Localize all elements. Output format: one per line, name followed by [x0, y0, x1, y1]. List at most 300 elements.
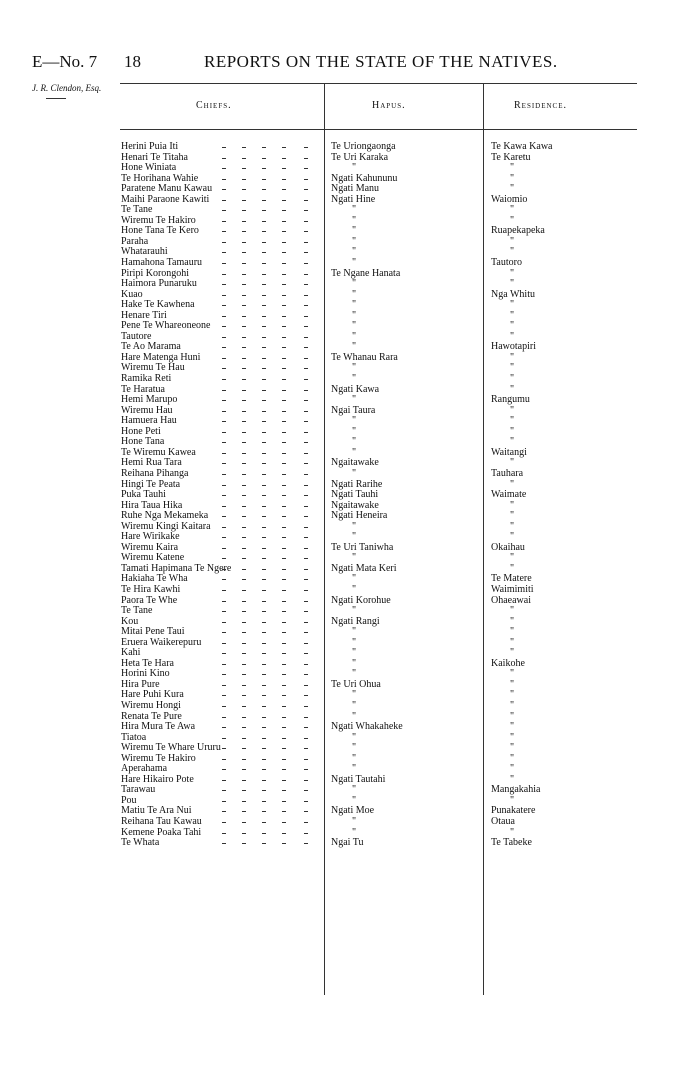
leader-dashes: [200, 416, 320, 427]
leader-dashes: [200, 279, 320, 290]
leader-dash: [282, 790, 286, 791]
chief-name: Hira Taua Hika: [121, 499, 183, 511]
leader-dash: [222, 379, 226, 380]
table-row: [0, 838, 700, 849]
leader-dash: [242, 601, 246, 602]
leader-dash: [282, 305, 286, 306]
leader-dashes: [200, 406, 320, 417]
leader-dash: [222, 717, 226, 718]
leader-dashes: [200, 269, 320, 280]
hapu-name: ": [352, 816, 357, 827]
residence-name: ": [510, 425, 515, 437]
leader-dash: [222, 358, 226, 359]
leader-dash: [282, 263, 286, 264]
leader-dashes: [200, 205, 320, 216]
chief-name: Hone Winiata: [121, 162, 177, 174]
leader-dashes: [200, 680, 320, 691]
leader-dash: [282, 506, 286, 507]
chief-name: Wiremu Te Hakiro: [121, 752, 196, 764]
chief-name: Whatarauhi: [121, 246, 168, 258]
leader-dashes: [200, 332, 320, 343]
chief-name: Herini Puia Iti: [121, 141, 179, 152]
leader-dash: [304, 147, 308, 148]
residence-name: Waimimiti: [491, 583, 534, 595]
chief-name: Te Wiremu Kawea: [121, 446, 196, 458]
leader-dash: [282, 590, 286, 591]
leader-dash: [282, 189, 286, 190]
leader-dash: [282, 442, 286, 443]
leader-dash: [282, 242, 286, 243]
hapu-name: ": [352, 330, 357, 342]
residence-name: Te Karetu: [491, 151, 531, 163]
leader-dash: [222, 347, 226, 348]
table-row: [0, 311, 700, 322]
hapu-name: ": [352, 436, 357, 448]
table-row: [0, 437, 700, 448]
leader-dash: [304, 706, 308, 707]
leader-dash: [304, 822, 308, 823]
chief-name: Te Horihana Wahie: [121, 172, 199, 184]
residence-name: ": [510, 373, 515, 385]
leader-dash: [262, 695, 266, 696]
leader-dash: [304, 347, 308, 348]
hapu-name: Ngati Rarihe: [331, 478, 383, 490]
leader-dash: [222, 780, 226, 781]
leader-dashes: [200, 237, 320, 248]
residence-name: ": [510, 721, 515, 733]
leader-dash: [222, 822, 226, 823]
hapu-name: Ngai Tu: [331, 837, 364, 849]
chief-name: Kuao: [121, 288, 143, 300]
leader-dash: [242, 506, 246, 507]
residence-name: ": [510, 351, 515, 363]
hapu-name: ": [352, 668, 357, 680]
chief-name: Ramika Reti: [121, 373, 172, 385]
residence-name: Te Kawa Kawa: [491, 141, 553, 152]
hapu-name: ": [352, 731, 357, 743]
leader-dash: [304, 442, 308, 443]
leader-dash: [242, 843, 246, 844]
leader-dash: [304, 368, 308, 369]
leader-dashes: [200, 290, 320, 301]
chief-name: Wiremu Katene: [121, 552, 185, 564]
residence-name: ": [510, 214, 515, 226]
leader-dash: [282, 843, 286, 844]
leader-dash: [262, 748, 266, 749]
leader-dash: [282, 179, 286, 180]
leader-dash: [262, 453, 266, 454]
residence-name: ": [510, 668, 515, 680]
leader-dash: [304, 695, 308, 696]
leader-dash: [304, 727, 308, 728]
document-code: E—No. 7: [32, 52, 98, 71]
leader-dash: [242, 706, 246, 707]
hapu-name: Ngaitawake: [331, 457, 379, 469]
table-row: [0, 680, 700, 691]
leader-dashes: [200, 226, 320, 237]
leader-dash: [304, 748, 308, 749]
leader-dash: [304, 759, 308, 760]
hapu-name: ": [352, 341, 357, 353]
hapu-name: Te Uriongaonga: [331, 141, 396, 152]
leader-dashes: [200, 163, 320, 174]
chief-name: Hamahona Tamauru: [121, 257, 203, 269]
chief-name: Hemi Rua Tara: [121, 457, 182, 469]
residence-name: ": [510, 773, 515, 785]
leader-dash: [262, 316, 266, 317]
hapu-name: ": [352, 394, 357, 406]
leader-dash: [304, 305, 308, 306]
hapu-name: ": [352, 278, 357, 290]
leader-dash: [262, 200, 266, 201]
leader-dash: [242, 274, 246, 275]
residence-name: ": [510, 436, 515, 448]
leader-dash: [304, 263, 308, 264]
leader-dash: [262, 252, 266, 253]
leader-dashes: [200, 480, 320, 491]
leader-dash: [282, 579, 286, 580]
leader-dash: [262, 337, 266, 338]
leader-dash: [262, 347, 266, 348]
residence-name: ": [510, 457, 515, 469]
leader-dash: [304, 284, 308, 285]
chief-name: Hakiaha Te Wha: [121, 573, 188, 585]
hapu-name: ": [352, 225, 357, 237]
leader-dash: [242, 358, 246, 359]
chief-name: Te Tane: [121, 605, 153, 617]
table-row: [0, 564, 700, 575]
leader-dash: [304, 590, 308, 591]
hapu-name: ": [352, 531, 357, 543]
leader-dash: [242, 833, 246, 834]
leader-dash: [222, 664, 226, 665]
leader-dash: [222, 368, 226, 369]
leader-dash: [282, 432, 286, 433]
leader-dash: [262, 147, 266, 148]
residence-name: ": [510, 478, 515, 490]
leader-dash: [262, 326, 266, 327]
leader-dash: [242, 400, 246, 401]
leader-dash: [242, 453, 246, 454]
leader-dash: [242, 326, 246, 327]
leader-dashes: [200, 321, 320, 332]
leader-dash: [282, 569, 286, 570]
leader-dash: [242, 337, 246, 338]
leader-dashes: [200, 617, 320, 628]
residence-name: ": [510, 731, 515, 743]
residence-name: Otaua: [491, 816, 515, 827]
leader-dash: [304, 569, 308, 570]
leader-dash: [304, 738, 308, 739]
hapu-name: ": [352, 552, 357, 564]
chief-name: Hone Peti: [121, 425, 161, 437]
leader-dash: [242, 558, 246, 559]
table-row: [0, 406, 700, 417]
leader-dash: [262, 305, 266, 306]
leader-dash: [304, 527, 308, 528]
leader-dash: [262, 284, 266, 285]
leader-dashes: [200, 142, 320, 153]
hapu-name: ": [352, 699, 357, 711]
leader-dashes: [200, 469, 320, 480]
chief-name: Matiu Te Ara Nui: [121, 805, 192, 817]
residence-name: ": [510, 362, 515, 374]
leader-dash: [304, 337, 308, 338]
leader-dash: [242, 158, 246, 159]
leader-dash: [282, 221, 286, 222]
leader-dash: [282, 316, 286, 317]
leader-dash: [304, 474, 308, 475]
leader-dash: [282, 622, 286, 623]
table-row: [0, 258, 700, 269]
chief-name: Hone Tana: [121, 436, 165, 448]
leader-dash: [282, 822, 286, 823]
leader-dash: [262, 432, 266, 433]
leader-dash: [262, 495, 266, 496]
leader-dash: [222, 632, 226, 633]
leader-dash: [282, 295, 286, 296]
hapu-name: ": [352, 320, 357, 332]
leader-dashes: [200, 838, 320, 849]
chief-name: Kemene Poaka Tahi: [121, 826, 202, 838]
leader-dash: [242, 231, 246, 232]
chiefs-table-body: [0, 142, 700, 849]
leader-dash: [304, 674, 308, 675]
table-row: [0, 226, 700, 237]
leader-dash: [282, 379, 286, 380]
hapu-name: ": [352, 689, 357, 701]
leader-dash: [242, 548, 246, 549]
leader-dashes: [200, 437, 320, 448]
leader-dash: [242, 801, 246, 802]
leader-dash: [262, 780, 266, 781]
table-row: [0, 806, 700, 817]
table-row: [0, 490, 700, 501]
chief-name: Haimora Punaruku: [121, 278, 197, 290]
leader-dash: [242, 189, 246, 190]
leader-dash: [242, 738, 246, 739]
leader-dash: [222, 685, 226, 686]
residence-name: Ohaeawai: [491, 594, 531, 606]
leader-dash: [304, 453, 308, 454]
leader-dash: [242, 347, 246, 348]
leader-dash: [242, 632, 246, 633]
leader-dash: [282, 738, 286, 739]
table-row: [0, 543, 700, 554]
leader-dash: [262, 843, 266, 844]
hapu-name: ": [352, 309, 357, 321]
table-row: [0, 754, 700, 765]
chief-name: Hake Te Kawhena: [121, 299, 195, 311]
leader-dash: [222, 158, 226, 159]
leader-dash: [304, 379, 308, 380]
hapu-name: ": [352, 794, 357, 806]
leader-dash: [282, 158, 286, 159]
leader-dash: [242, 622, 246, 623]
leader-dashes: [200, 585, 320, 596]
leader-dash: [222, 843, 226, 844]
leader-dash: [304, 643, 308, 644]
column-header-residence: Residence.: [514, 100, 568, 111]
leader-dash: [222, 453, 226, 454]
table-row: [0, 775, 700, 786]
chief-name: Tarawau: [121, 784, 156, 796]
table-row: [0, 585, 700, 596]
leader-dash: [262, 411, 266, 412]
table-row: [0, 269, 700, 280]
residence-name: ": [510, 404, 515, 416]
table-row: [0, 733, 700, 744]
residence-name: Tautoro: [491, 257, 522, 269]
residence-name: ": [510, 246, 515, 258]
leader-dash: [242, 147, 246, 148]
residence-name: ": [510, 309, 515, 321]
leader-dash: [282, 632, 286, 633]
leader-dash: [282, 717, 286, 718]
table-row: [0, 785, 700, 796]
leader-dash: [304, 158, 308, 159]
table-row: [0, 659, 700, 670]
leader-dashes: [200, 511, 320, 522]
hapu-name: Ngati Kahununu: [331, 172, 398, 184]
chief-name: Paraha: [121, 235, 149, 247]
leader-dash: [222, 643, 226, 644]
leader-dash: [262, 811, 266, 812]
residence-name: ": [510, 626, 515, 638]
leader-dashes: [200, 543, 320, 554]
leader-dashes: [200, 722, 320, 733]
table-row: [0, 458, 700, 469]
table-row: [0, 279, 700, 290]
chief-name: Henare Tiri: [121, 309, 167, 321]
leader-dash: [262, 263, 266, 264]
hapu-name: Ngaitawake: [331, 499, 379, 511]
leader-dash: [282, 400, 286, 401]
leader-dash: [282, 653, 286, 654]
hapu-name: ": [352, 373, 357, 385]
column-header-hapus: Hapus.: [372, 100, 406, 111]
leader-dash: [262, 358, 266, 359]
residence-name: Rangumu: [491, 394, 530, 406]
residence-name: Tauhara: [491, 467, 524, 479]
leader-dash: [222, 653, 226, 654]
table-row: [0, 469, 700, 480]
hapu-name: ": [352, 257, 357, 269]
table-row: [0, 617, 700, 628]
leader-dash: [304, 463, 308, 464]
residence-name: ": [510, 699, 515, 711]
leader-dash: [282, 421, 286, 422]
leader-dash: [222, 411, 226, 412]
leader-dash: [262, 590, 266, 591]
leader-dashes: [200, 174, 320, 185]
leader-dashes: [200, 806, 320, 817]
leader-dash: [222, 495, 226, 496]
leader-dash: [282, 548, 286, 549]
leader-dash: [282, 706, 286, 707]
leader-dash: [304, 558, 308, 559]
leader-dash: [282, 453, 286, 454]
residence-name: ": [510, 615, 515, 627]
leader-dash: [242, 495, 246, 496]
leader-dash: [222, 463, 226, 464]
leader-dash: [262, 790, 266, 791]
leader-dash: [222, 432, 226, 433]
leader-dash: [262, 179, 266, 180]
hapu-name: Te Uri Karaka: [331, 151, 389, 163]
chief-name: Wiremu Te Hakiro: [121, 214, 196, 226]
leader-dash: [282, 769, 286, 770]
leader-dash: [242, 295, 246, 296]
leader-dash: [262, 643, 266, 644]
leader-dash: [282, 411, 286, 412]
leader-dash: [282, 326, 286, 327]
leader-dash: [222, 558, 226, 559]
leader-dash: [222, 748, 226, 749]
hapu-name: Ngati Kawa: [331, 383, 380, 395]
leader-dash: [262, 506, 266, 507]
leader-dash: [304, 780, 308, 781]
leader-dash: [222, 274, 226, 275]
leader-dash: [282, 337, 286, 338]
leader-dash: [282, 780, 286, 781]
residence-name: ": [510, 320, 515, 332]
leader-dash: [282, 474, 286, 475]
leader-dash: [304, 685, 308, 686]
leader-dash: [304, 231, 308, 232]
leader-dash: [262, 759, 266, 760]
residence-name: ": [510, 204, 515, 216]
leader-dash: [304, 769, 308, 770]
leader-dash: [222, 674, 226, 675]
leader-dash: [262, 379, 266, 380]
leader-dash: [222, 147, 226, 148]
leader-dashes: [200, 395, 320, 406]
leader-dashes: [200, 564, 320, 575]
leader-dash: [222, 537, 226, 538]
leader-dash: [282, 284, 286, 285]
leader-dash: [304, 421, 308, 422]
chief-name: Hone Tana Te Kero: [121, 225, 199, 237]
leader-dash: [222, 221, 226, 222]
chief-name: Renata Te Pure: [121, 710, 182, 722]
chief-name: Hare Wirikake: [121, 531, 180, 543]
leader-dashes: [200, 300, 320, 311]
hapu-name: Ngati Heneira: [331, 510, 388, 522]
hapu-name: Ngati Moe: [331, 805, 375, 817]
hapu-name: Te Uri Taniwha: [331, 541, 394, 553]
leader-dash: [262, 548, 266, 549]
leader-dash: [242, 780, 246, 781]
residence-name: ": [510, 278, 515, 290]
leader-dash: [242, 368, 246, 369]
residence-name: Te Tabeke: [491, 837, 532, 849]
leader-dashes: [200, 828, 320, 839]
leader-dash: [242, 168, 246, 169]
table-row: [0, 332, 700, 343]
residence-name: ": [510, 562, 515, 574]
residence-name: ": [510, 678, 515, 690]
leader-dash: [222, 738, 226, 739]
hapu-name: ": [352, 446, 357, 458]
leader-dash: [222, 811, 226, 812]
residence-name: ": [510, 235, 515, 247]
leader-dash: [222, 833, 226, 834]
leader-dashes: [200, 817, 320, 828]
residence-name: Mangakahia: [491, 784, 541, 796]
residence-name: ": [510, 763, 515, 775]
leader-dash: [262, 664, 266, 665]
